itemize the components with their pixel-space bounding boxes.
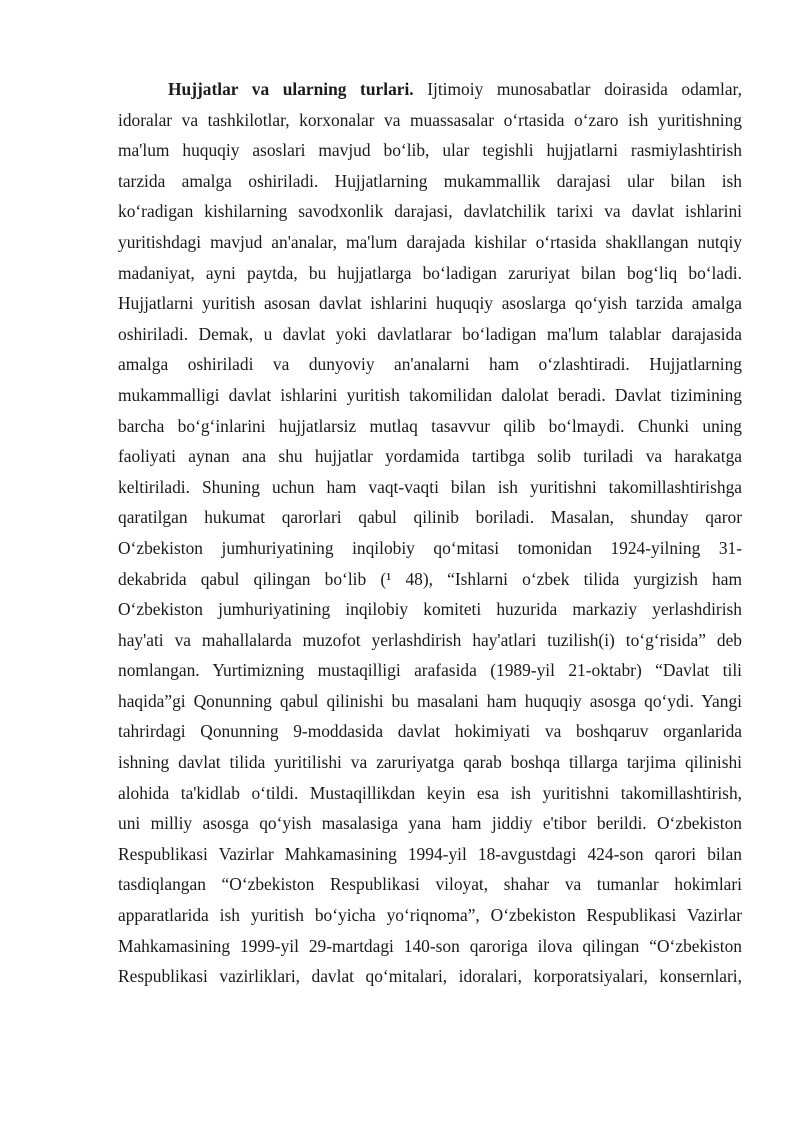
text-line: O‘zbekiston jumhuriyatining inqilobiy qo‘mitasi tomonidan 1924-yilning 31- (118, 537, 742, 558)
paragraph-first-line (118, 74, 742, 105)
section-heading: Hujjatlar va ularning turlari. (168, 79, 414, 99)
text-line: Respublikasi vazirliklari, davlat qo‘mitalari, idoralari, korporatsiyalari, konsernlari, (118, 966, 742, 987)
text-line: ishning davlat tilida yuritilishi va zaruriyatga qarab boshqa tillarga tarjima qilinishi (118, 752, 742, 773)
text-line: haqida”gi Qonunning qabul qilinishi bu masalani ham huquqiy asosga qo‘ydi. Yangi (118, 690, 742, 711)
text-line: Respublikasi Vazirlar Mahkamasining 1994-yil 18-avgustdagi 424-son qarori bilan (118, 843, 742, 864)
text-line: Ijtimoiy munosabatlar doirasida odamlar, (413, 79, 742, 99)
text-line: tahrirdagi Qonunning 9-moddasida davlat hokimiyati va boshqaruv organlarida (118, 721, 742, 742)
text-line: yuritishdagi mavjud an'analar, ma'lum darajada kishilar o‘rtasida shakllangan nutqiy (118, 231, 742, 252)
text-line: dekabrida qabul qilingan bo‘lib (¹ 48), “Ishlarni o‘zbek tilida yurgizish ham (118, 568, 742, 589)
text-line: tarzida amalga oshiriladi. Hujjatlarning mukammallik darajasi ular bilan ish (118, 170, 742, 191)
text-line: idoralar va tashkilotlar, korxonalar va muassasalar o‘rtasida o‘zaro ish yuritishning (118, 109, 742, 130)
text-line: oshiriladi. Demak, u davlat yoki davlatlarar bo‘ladigan ma'lum talablar darajasida (118, 323, 742, 344)
text-line: ko‘radigan kishilarning savodxonlik darajasi, davlatchilik tarixi va davlat ishlarini (118, 201, 742, 222)
document-body (118, 74, 742, 992)
text-line: alohida ta'kidlab o‘tildi. Mustaqillikdan keyin esa ish yuritishni takomillashtirish, (118, 782, 742, 803)
text-line: apparatlarida ish yuritish bo‘yicha yo‘riqnoma”, O‘zbekiston Respublikasi Vazirlar (118, 905, 742, 926)
text-line: O‘zbekiston jumhuriyatining inqilobiy komiteti huzurida markaziy yerlashdirish (118, 599, 742, 620)
text-line: amalga oshiriladi va dunyoviy an'analarni ham o‘zlashtiradi. Hujjatlarning (118, 354, 742, 375)
text-line: qaratilgan hukumat qarorlari qabul qilinib boriladi. Masalan, shunday qaror (118, 507, 742, 528)
text-line: ma'lum huquqiy asoslari mavjud bo‘lib, ular tegishli hujjatlarni rasmiylashtirish (118, 140, 742, 161)
text-line: tasdiqlangan “O‘zbekiston Respublikasi viloyat, shahar va tumanlar hokimlari (118, 874, 742, 895)
text-line: madaniyat, ayni paytda, bu hujjatlarga bo‘ladigan zaruriyat bilan bog‘liq bo‘ladi. (118, 262, 742, 283)
text-line: mukammalligi davlat ishlarini yuritish takomilidan dalolat beradi. Davlat tizimining (118, 384, 742, 405)
text-line: keltiriladi. Shuning uchun ham vaqt-vaqti bilan ish yuritishni takomillashtirishga (118, 476, 742, 497)
text-line: nomlangan. Yurtimizning mustaqilligi arafasida (1989-yil 21-oktabr) “Davlat tili (118, 660, 742, 681)
text-line: faoliyati aynan ana shu hujjatlar yordamida tartibga solib turiladi va harakatga (118, 446, 742, 467)
text-line: Hujjatlarni yuritish asosan davlat ishlarini huquqiy asoslarga qo‘yish tarzida amalga (118, 293, 742, 314)
text-line: barcha bo‘g‘inlarini hujjatlarsiz mutlaq tasavvur qilib bo‘lmaydi. Chunki uning (118, 415, 742, 436)
text-line: hay'ati va mahallalarda muzofot yerlashdirish hay'atlari tuzilish(i) to‘g‘risida” deb (118, 629, 742, 650)
text-line: Mahkamasining 1999-yil 29-martdagi 140-son qaroriga ilova qilingan “O‘zbekiston (118, 935, 742, 956)
text-line: uni milliy asosga qo‘yish masalasiga yana ham jiddiy e'tibor berildi. O‘zbekiston (118, 813, 742, 834)
